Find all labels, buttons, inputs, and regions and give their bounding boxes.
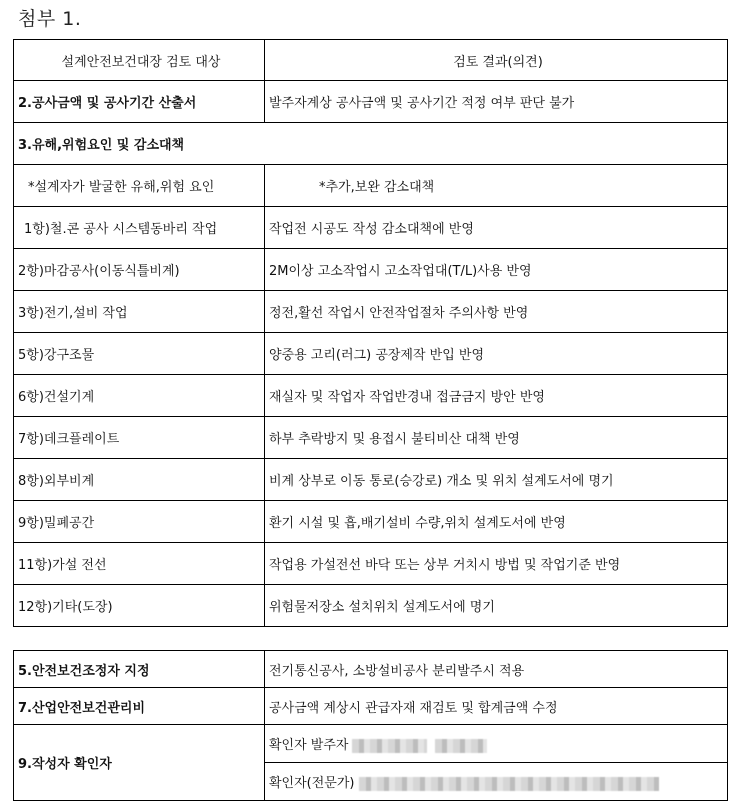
table-row <box>14 585 728 627</box>
item-result: 2M이상 고소작업시 고소작업대(T/L)사용 반영 <box>265 249 728 291</box>
item-result: 양중용 고리(러그) 공장제작 반입 반영 <box>265 333 728 375</box>
item-target: 8항)외부비계 <box>14 459 265 501</box>
review-table-main <box>13 39 728 627</box>
section-5-result: 전기통신공사, 소방설비공사 분리발주시 적용 <box>265 651 728 688</box>
header-target: 설계안전보건대장 검토 대상 <box>14 40 265 81</box>
item-target: 6항)건설기계 <box>14 375 265 417</box>
item-target: 1항)철.콘 공사 시스템동바리 작업 <box>14 207 265 249</box>
table-row <box>14 459 728 501</box>
review-table-secondary <box>13 650 728 801</box>
item-result: 하부 추락방지 및 용접시 불티비산 대책 반영 <box>265 417 728 459</box>
table-header-row <box>14 40 728 81</box>
item-result: 작업전 시공도 작성 감소대책에 반영 <box>265 207 728 249</box>
table-row <box>14 249 728 291</box>
section-7-row <box>14 688 728 725</box>
item-result: 비계 상부로 이동 통로(승강로) 개소 및 위치 설계도서에 명기 <box>265 459 728 501</box>
redacted-signature <box>435 739 487 753</box>
section-2-row <box>14 81 728 123</box>
item-result: 정전,활선 작업시 안전작업절차 주의사항 반영 <box>265 291 728 333</box>
section-3-col-right: *추가,보완 감소대책 <box>265 165 728 207</box>
table-row <box>14 207 728 249</box>
section-7-title: 7.산업안전보건관리비 <box>14 688 265 725</box>
section-2-title: 2.공사금액 및 공사기간 산출서 <box>14 81 265 123</box>
section-9-row-owner <box>14 725 728 763</box>
item-target: 3항)전기,설비 작업 <box>14 291 265 333</box>
section-5-row <box>14 651 728 688</box>
table-row <box>14 375 728 417</box>
redacted-name <box>352 739 427 753</box>
redacted-expert-info <box>359 777 659 791</box>
item-target: 12항)기타(도장) <box>14 585 265 627</box>
page-heading: 첨부 1. <box>18 8 82 30</box>
section-5-title: 5.안전보건조정자 지정 <box>14 651 265 688</box>
confirm-owner-label: 확인자 발주자 <box>269 738 349 753</box>
section-3-subheader-row <box>14 165 728 207</box>
table-row <box>14 543 728 585</box>
item-target: 2항)마감공사(이동식틀비계) <box>14 249 265 291</box>
item-target: 11항)가설 전선 <box>14 543 265 585</box>
section-2-result: 발주자계상 공사금액 및 공사기간 적정 여부 판단 불가 <box>265 81 728 123</box>
section-3-title: 3.유해,위험요인 및 감소대책 <box>14 123 728 165</box>
item-result: 위험물저장소 설치위치 설계도서에 명기 <box>265 585 728 627</box>
confirm-expert-cell <box>265 763 728 801</box>
table-row <box>14 333 728 375</box>
item-target: 5항)강구조물 <box>14 333 265 375</box>
item-result: 작업용 가설전선 바닥 또는 상부 거치시 방법 및 작업기준 반영 <box>265 543 728 585</box>
header-result: 검토 결과(의견) <box>265 40 728 81</box>
item-target: 9항)밀폐공간 <box>14 501 265 543</box>
item-result: 재실자 및 작업자 작업반경내 접금금지 방안 반영 <box>265 375 728 417</box>
item-target: 7항)데크플레이트 <box>14 417 265 459</box>
section-7-result: 공사금액 계상시 관급자재 재검토 및 합계금액 수정 <box>265 688 728 725</box>
section-3-col-left: *설계자가 발굴한 유해,위험 요인 <box>14 165 265 207</box>
table-row <box>14 291 728 333</box>
section-3-row <box>14 123 728 165</box>
table-row <box>14 417 728 459</box>
confirm-expert-label: 확인자(전문가) <box>269 776 355 791</box>
confirm-owner-cell <box>265 725 728 763</box>
table-row <box>14 501 728 543</box>
section-9-title: 9.작성자 확인자 <box>14 725 265 801</box>
item-result: 환기 시설 및 흡,배기설비 수량,위치 설계도서에 반영 <box>265 501 728 543</box>
